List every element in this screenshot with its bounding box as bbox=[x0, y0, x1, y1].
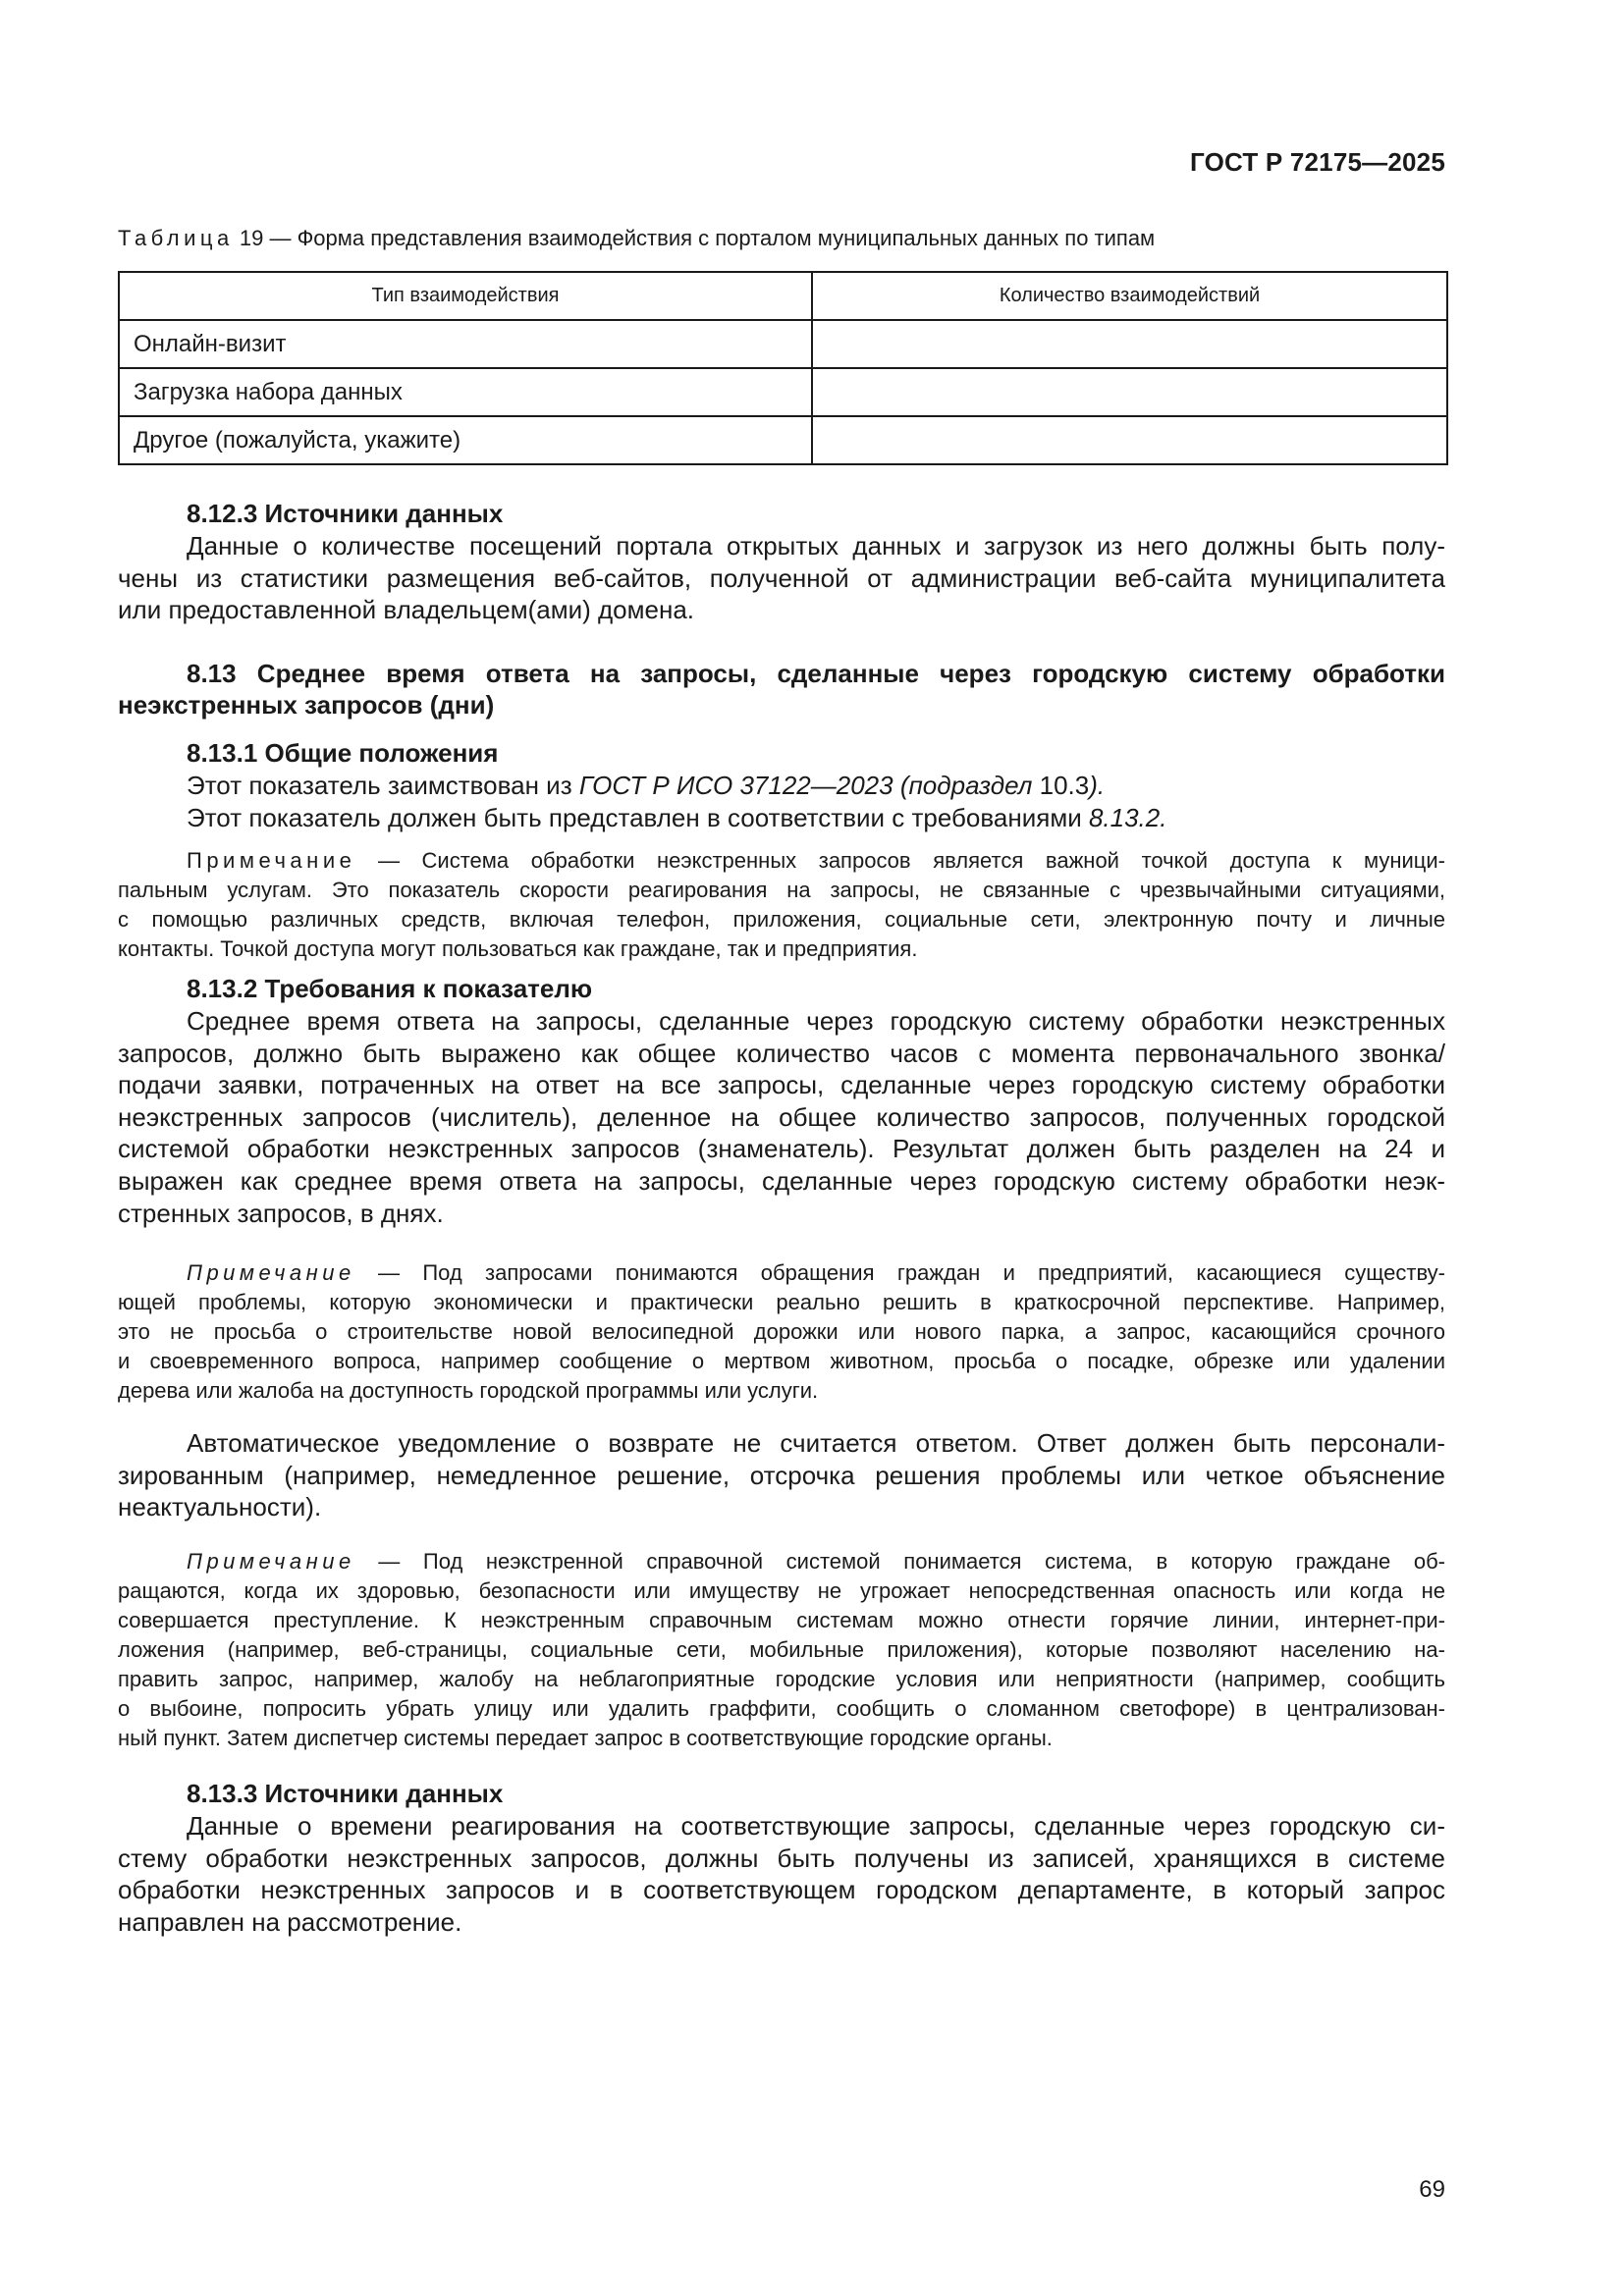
cell-type: Онлайн-визит bbox=[119, 320, 812, 368]
text-segment: ). bbox=[1089, 771, 1106, 800]
cell-count bbox=[812, 368, 1447, 416]
paragraph-line: или предоставленной владельцем(ами) домена. bbox=[118, 595, 695, 625]
note-line: ный пункт. Затем диспетчер системы передает запрос в соответствующие городские органы. bbox=[118, 1726, 1053, 1750]
title-line: 8.13 Среднее время ответа на запросы, сделанные через городскую систему обработки bbox=[187, 659, 1445, 688]
paragraph-line: зированным (например, немедленное решение, отсрочка решения проблемы или четкое объяснение bbox=[118, 1460, 1445, 1490]
paragraph-line: запросов, должно быть выражено как общее количество часов с момента первоначального звонка/ bbox=[118, 1038, 1445, 1068]
table-caption-label: Таблица bbox=[118, 226, 234, 250]
paragraph-line: стему обработки неэкстренных запросов, должны быть получены из записей, хранящихся в системе bbox=[118, 1842, 1445, 1873]
paragraph-line: неактуальности). bbox=[118, 1492, 322, 1522]
column-header-type: Тип взаимодействия bbox=[119, 272, 812, 320]
paragraph-line: Автоматическое уведомление о возврате не считается ответом. Ответ должен быть персонали- bbox=[187, 1428, 1445, 1458]
note-line: о выбоине, попросить убрать улицу или удалить граффити, сообщить о сломанном светофоре) в централизован- bbox=[118, 1696, 1445, 1721]
paragraph-line bbox=[118, 770, 1445, 802]
note-line: контакты. Точкой доступа могут пользоваться как граждане, так и предприятия. bbox=[118, 936, 918, 961]
note-line: править запрос, например, жалобу на неблагоприятные городские условия или неприятности (например, сообщить bbox=[118, 1667, 1445, 1691]
section-8-13-3-title: 8.13.3 Источники данных bbox=[187, 1779, 504, 1808]
section-8-13-2-paragraph bbox=[118, 1005, 1445, 1229]
cell-count bbox=[812, 416, 1447, 464]
note-text: — Система обработки неэкстренных запросов является важной точкой доступа к муници- bbox=[355, 848, 1445, 873]
column-header-count: Количество взаимодействий bbox=[812, 272, 1447, 320]
section-8-13-1-paragraph bbox=[118, 770, 1445, 833]
note-line: дерева или жалоба на доступность городской программы или услуги. bbox=[118, 1378, 819, 1403]
table-row bbox=[119, 368, 1447, 416]
note-3 bbox=[118, 1547, 1445, 1753]
paragraph-line: подачи заявки, потраченных на ответ на все запросы, сделанные через городскую систему обработки bbox=[118, 1070, 1445, 1100]
paragraph-line: системой обработки неэкстренных запросов (знаменатель). Результат должен быть разделен на 24 и bbox=[118, 1134, 1445, 1164]
note-line: с помощью различных средств, включая телефон, приложения, социальные сети, электронную почту и личные bbox=[118, 907, 1445, 932]
paragraph-line: неэкстренных запросов (числитель), деленное на общее количество запросов, полученных городской bbox=[118, 1101, 1445, 1132]
note-line: совершается преступление. К неэкстренным справочным системам можно отнести горячие линии, интернет-при- bbox=[118, 1608, 1445, 1632]
section-8-13-2-title: 8.13.2 Требования к показателю bbox=[187, 974, 593, 1003]
note-line: пальным услугам. Это показатель скорости реагирования на запросы, не связанные с чрезвычайными ситуациями, bbox=[118, 878, 1445, 902]
text-segment: Этот показатель заимствован из bbox=[187, 771, 579, 800]
table-row bbox=[119, 320, 1447, 368]
section-8-13-1-title: 8.13.1 Общие положения bbox=[187, 738, 499, 768]
paragraph-line: чены из статистики размещения веб-сайтов, полученной от администрации веб-сайта муниципалитета bbox=[118, 562, 1445, 593]
table-caption-text: 19 — Форма представления взаимодействия с порталом муниципальных данных по типам bbox=[233, 226, 1156, 250]
paragraph-line bbox=[118, 802, 1445, 834]
section-8-12-3-title: 8.12.3 Источники данных bbox=[187, 499, 504, 528]
title-line: неэкстренных запросов (дни) bbox=[118, 690, 495, 720]
paragraph-line: стренных запросов, в днях. bbox=[118, 1198, 444, 1228]
paragraph-line: Данные о времени реагирования на соответствующие запросы, сделанные через городскую си- bbox=[187, 1811, 1445, 1841]
section-8-13-3-paragraph bbox=[118, 1810, 1445, 1938]
note-line: ращаются, когда их здоровью, безопасности или имуществу не угрожает непосредственная опасность или когда не bbox=[118, 1578, 1445, 1603]
paragraph-line: Данные о количестве посещений портала открытых данных и загрузок из него должны быть полу- bbox=[187, 531, 1445, 561]
text-segment: 10.3 bbox=[1032, 771, 1090, 800]
cell-type: Загрузка набора данных bbox=[119, 368, 812, 416]
interaction-types-table bbox=[118, 271, 1448, 465]
note-1 bbox=[118, 846, 1445, 964]
clause-reference: 8.13.2. bbox=[1088, 802, 1167, 832]
note-label: Примечание bbox=[187, 848, 356, 873]
paragraph-line: Среднее время ответа на запросы, сделанные через городскую систему обработки неэкстренных bbox=[187, 1006, 1445, 1036]
text-segment: Этот показатель должен быть представлен в соответствии с требованиями bbox=[187, 802, 1089, 832]
note-label: Примечание bbox=[187, 1260, 355, 1285]
note-line: ложения (например, веб-страницы, социальные сети, мобильные приложения), которые позволяют населению на- bbox=[118, 1637, 1445, 1662]
paragraph-line: выражен как среднее время ответа на запросы, сделанные через городскую систему обработки неэк- bbox=[118, 1165, 1445, 1196]
note-line: ющей проблемы, которую экономически и практически реально решить в краткосрочной перспективе. Например, bbox=[118, 1290, 1445, 1314]
note-line bbox=[118, 1258, 1445, 1288]
note-line: и своевременного вопроса, например сообщение о мертвом животном, просьба о посадке, обрезке или удалении bbox=[118, 1349, 1445, 1373]
section-8-12-3-paragraph bbox=[118, 530, 1445, 626]
table-caption bbox=[118, 226, 1445, 251]
section-8-13-title bbox=[118, 658, 1445, 721]
note-text: — Под запросами понимаются обращения граждан и предприятий, касающиеся существу- bbox=[354, 1260, 1445, 1285]
standard-reference: ГОСТ Р ИСО 37122—2023 (подраздел bbox=[578, 771, 1033, 800]
paragraph-line: обработки неэкстренных запросов и в соответствующем городском департаменте, в который запрос bbox=[118, 1875, 1445, 1905]
table-header-row bbox=[119, 272, 1447, 320]
note-line bbox=[118, 1547, 1445, 1576]
note-label: Примечание bbox=[187, 1549, 355, 1574]
note-line: это не просьба о строительстве новой велосипедной дорожки или нового парка, а запрос, касающийся срочного bbox=[118, 1319, 1445, 1344]
note-2 bbox=[118, 1258, 1445, 1406]
table-row bbox=[119, 416, 1447, 464]
document-id-header: ГОСТ Р 72175—2025 bbox=[1190, 147, 1445, 177]
paragraph-line: направлен на рассмотрение. bbox=[118, 1906, 462, 1937]
page-number: 69 bbox=[1419, 2176, 1445, 2203]
cell-type: Другое (пожалуйста, укажите) bbox=[119, 416, 812, 464]
note-text: — Под неэкстренной справочной системой понимается система, в которую граждане об- bbox=[354, 1549, 1445, 1574]
note-line bbox=[118, 846, 1445, 876]
cell-count bbox=[812, 320, 1447, 368]
auto-notification-paragraph bbox=[118, 1427, 1445, 1523]
